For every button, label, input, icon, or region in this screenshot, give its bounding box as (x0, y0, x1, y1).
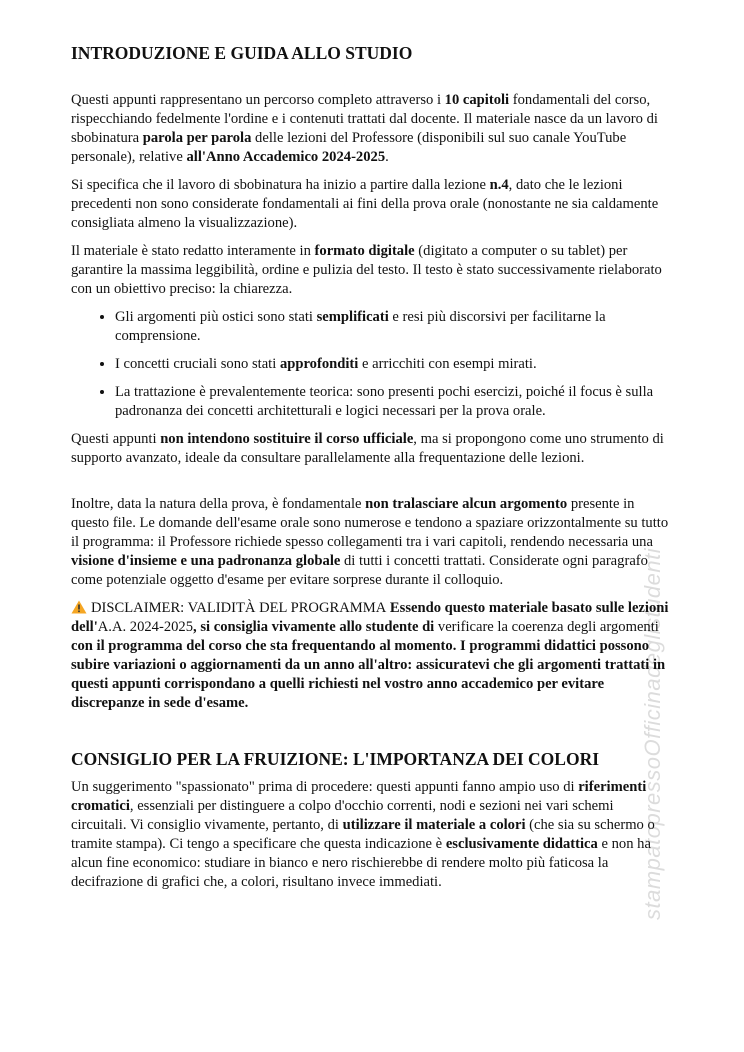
bold-text: semplificati (316, 309, 389, 325)
bullet-list (71, 308, 671, 421)
disclaimer-text (71, 600, 668, 711)
bold-text: Essendo questo materiale basato sulle lezioni dell' (71, 600, 669, 635)
bold-text: parola per parola (142, 130, 252, 146)
paragraph (71, 778, 671, 892)
bold-text: all'Anno Accademico 2024-2025 (186, 149, 386, 165)
text: verificare la coerenza degli argomenti (437, 619, 659, 635)
list-item (115, 308, 671, 346)
text: , essenziali per distinguere a colpo d'occhio correnti, nodi e sezioni nei vari schemi circuitali. Vi consiglio vivamente, pertanto, di (71, 798, 614, 833)
text: La trattazione è prevalentemente teorica: sono presenti pochi esercizi, poiché il focus è sulla padronanza dei concetti architetturali e logici necessari per la prova orale. (115, 384, 654, 419)
text: Un suggerimento "spassionato" prima di procedere: questi appunti fanno ampio uso di (71, 779, 579, 795)
paragraph (71, 430, 671, 468)
disclaimer-paragraph (71, 599, 671, 713)
text: e non ha alcun fine economico: studiare in bianco e nero rischierebbe di rendere molto più faticosa la decifrazione di grafici che, a colori, risultano invece immediati. (71, 836, 651, 890)
text: delle lezioni del Professore (disponibili sul suo canale YouTube personale), relative (71, 130, 627, 165)
list-item (115, 355, 671, 374)
bold-text: non intendono sostituire il corso ufficiale (160, 431, 414, 447)
bold-text: formato digitale (314, 243, 415, 259)
text: , ma si propongono come uno strumento di supporto avanzato, ideale da consultare parallelamente alla frequentazione delle lezioni. (71, 431, 664, 466)
document-page (71, 42, 671, 901)
text: Si specifica che il lavoro di sbobinatura ha inizio a partire dalla lezione (71, 177, 490, 193)
text: presente in questo file. Le domande dell'esame orale sono numerose e tendono a spaziare orizzontalmente su tutto il programma: il Professore richiede spesso collegamenti tra i vari capitoli, rendendo necessaria una (71, 496, 669, 550)
text: Inoltre, data la natura della prova, è fondamentale (71, 496, 366, 512)
bold-text: approfonditi (279, 356, 359, 372)
paragraph (71, 91, 671, 167)
bold-text: utilizzare il materiale a colori (342, 817, 526, 833)
paragraph (71, 495, 671, 590)
text: Questi appunti (71, 431, 161, 447)
warning-icon (71, 600, 87, 614)
paragraph (71, 176, 671, 233)
text: . (385, 149, 389, 165)
text: A.A. 2024-2025 (97, 619, 194, 635)
bold-text: con il programma del corso che sta frequentando al momento. I programmi didattici possono subire variazioni o aggiornamenti da un anno all'altro: assicuratevi che gli argomenti trattati in questi appunti corrispondano a quelli richiesti nel vostro anno accademico per evitare discrepanze in sede d'esame. (71, 638, 666, 711)
bold-text: visione d'insieme e una padronanza globale (71, 553, 341, 569)
text: e resi più discorsivi per facilitarne la comprensione. (115, 309, 606, 344)
text: Questi appunti rappresentano un percorso completo attraverso i (71, 92, 445, 108)
text: Gli argomenti più ostici sono stati (115, 309, 317, 325)
text: Il materiale è stato redatto interamente in (71, 243, 315, 259)
bold-text: riferimenti cromatici (71, 779, 647, 814)
bold-text: n.4 (489, 177, 509, 193)
bold-text: 10 capitoli (444, 92, 510, 108)
list-item (115, 383, 671, 421)
bold-text: non tralasciare alcun argomento (365, 496, 568, 512)
text: (digitato a computer o su tablet) per garantire la massima leggibilità, ordine e pulizia del testo. Il testo è stato successivamente rielaborato con un obiettivo preciso: la chiarezza. (71, 243, 662, 297)
text: , dato che le lezioni precedenti non sono considerate fondamentali ai fini della prova orale (nonostante ne sia caldamente consigliata almeno la visualizzazione). (71, 177, 659, 231)
text: DISCLAIMER: VALIDITÀ DEL PROGRAMMA (91, 600, 387, 616)
text: fondamentali del corso, rispecchiando fedelmente l'ordine e i contenuti trattati dal docente. Il materiale nasce da un lavoro di sbobinatura (71, 92, 658, 146)
bold-text: , si consiglia vivamente allo studente di (193, 619, 438, 635)
text: I concetti cruciali sono stati (115, 356, 280, 372)
paragraph (71, 242, 671, 299)
text: (che sia su schermo o tramite stampa). Ci tengo a specificare che questa indicazione è (71, 817, 655, 852)
text: di tutti i concetti trattati. Considerate ogni paragrafo come potenziale oggetto d'esame per evitare sorprese durante il colloquio. (71, 553, 648, 588)
bold-text: esclusivamente didattica (445, 836, 598, 852)
text: e arricchiti con esempi mirati. (358, 356, 537, 372)
section-title-intro: INTRODUZIONE E GUIDA ALLO STUDIO (71, 43, 413, 63)
watermark: stampatopressoOfficinadeglistudenti (640, 547, 665, 920)
section-title-colors: CONSIGLIO PER LA FRUIZIONE: L'IMPORTANZA DEI COLORI (71, 749, 600, 769)
